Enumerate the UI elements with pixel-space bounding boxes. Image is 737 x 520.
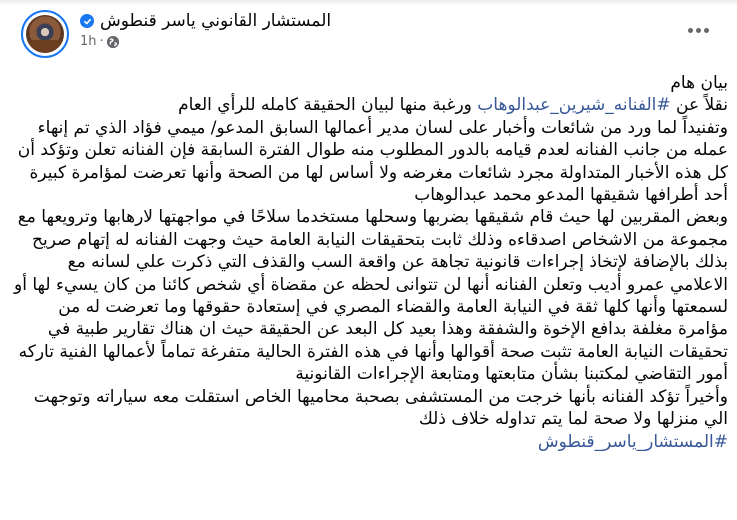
dot-icon — [688, 28, 693, 33]
profile-photo-icon — [26, 15, 64, 53]
hashtag-author-link[interactable]: #المستشار_ياسر_قنطوش — [537, 431, 728, 452]
more-options-button[interactable] — [680, 20, 716, 40]
post-header — [0, 0, 737, 62]
author-row — [80, 8, 331, 34]
post-meta — [80, 34, 119, 49]
post-timestamp[interactable]: 1h — [80, 34, 97, 49]
verified-badge-icon — [80, 14, 94, 28]
intro-line — [12, 94, 728, 116]
footer-hashtag-line — [12, 431, 728, 453]
paragraph-1: وتفنيداً لما ورد من شائعات وأخبار على لسان مدير أعمالها السابق المدعو/ ميمي فؤاد الذي تم إنهاء عمله من جانب الفنانه لعدم قيامه بالدور المطلوب منه طوال الفترة السابقة فإن الفنانه تعلن وتؤكد أن كل هذه الأخبار المتداولة مجرد شائعات مغرضه ولا أساس لها من الصحة وأنها تعرضت لمؤامرة كبيرة أحد أطرافها شقيقها المدعو محمد عبدالوهاب — [17, 117, 728, 206]
meta-separator: · — [99, 34, 104, 49]
intro-pre: نقلاً عن — [670, 95, 728, 116]
avatar[interactable] — [21, 10, 69, 58]
avatar-desk — [26, 40, 64, 53]
post-title: بيان هام — [670, 73, 728, 93]
dot-icon — [696, 28, 701, 33]
dot-icon — [704, 28, 709, 33]
author-name[interactable]: المستشار القانوني ياسر قنطوش — [100, 11, 332, 31]
hashtag-sherine-link[interactable]: #الفنانه_شيرين_عبدالوهاب — [477, 95, 671, 116]
post-body — [12, 72, 728, 453]
paragraph-3: وأخيراً تؤكد الفنانه بأنها خرجت من المستشفى بصحبة محاميها الخاص استقلت معه سياراته وتوجهت الي منزلها ولا صحة لما يتم تداوله خلاف ذلك — [33, 386, 728, 430]
intro-post: ورغبة منها لبيان الحقيقة كامله للرأي العام — [178, 95, 478, 116]
paragraph-2: وبعض المقربين لها حيث قام شقيقها بضربها وسحلها مستخدما سلاحًا في مواجهتها لارهابها وترويعها مع مجموعة من الاشخاص اصدقاءه وذلك ثابت بتحقيقات النيابة العامة حيث وجهت الفنانه له إتهام صريح بذلك بالإضافة لإتخاذ إجراءات قانونية تجاهة عن واقعة السب والقذف التي ذكرت علي لسانه مع الاعلامي عمرو أديب وتعلن الفنانه أنها لن تتوانى لحظه عن مقضاة أي شخص كائنا من كان يسيء لها أو لسمعتها وأنها كلها ثقة في النيابة العامة والقضاء المصري في إستعادة حقوقها وما تعرضت له من مؤامرة مغلفة بدافع الإخوة والشفقة وهذا بعيد كل البعد عن الحقيقة حيث ان هناك تقارير طبية في تحقيقات النيابة العامة تثبت صحة أقوالها وأنها في هذه الفترة الحالية متفرغة تماماً لأعمالها الفنية تاركه أمور التقاضي لمكتبنا بشأن متابعتها ومتابعة الإجراءات القانونية — [14, 207, 728, 385]
globe-icon — [107, 36, 119, 48]
